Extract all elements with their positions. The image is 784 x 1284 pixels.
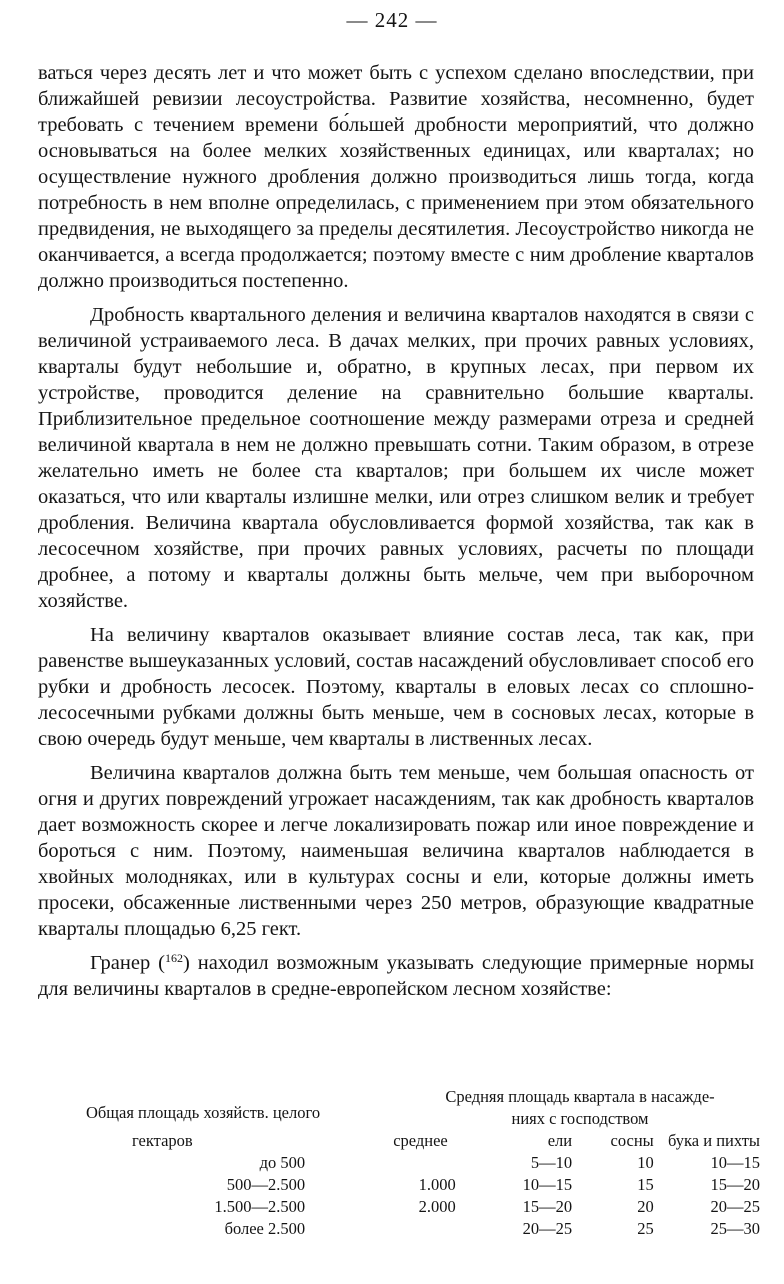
table-cell: 15—20 (522, 1197, 573, 1216)
table-row (60, 1196, 760, 1218)
table-cell: 10 (637, 1153, 654, 1172)
table-row (60, 1152, 760, 1174)
paragraph: Величина кварталов должна быть тем меньше, чем большая опасность от огня и других повреждений угрожает насаждениям, так как дробность кварталов дает возможность скорее и легче локализировать пожар или иное повреждение и бороться с ним. Поэтому, наименьшая величина кварталов наблюдается в хвойных молодняках, или в культурах сосны и ели, которые должны иметь просеки, обсаженные лиственными через 250 метров, образующие квадратные кварталы площадью 6,25 гект. (38, 762, 754, 940)
table-cell: 15—20 (710, 1175, 760, 1194)
table-cell: 10—15 (710, 1153, 760, 1172)
table-header-line: ниях с господством (511, 1109, 649, 1128)
table-cell: 25—30 (710, 1219, 760, 1238)
paragraph: Дробность квартального деления и величина кварталов находятся в связи с величиной устраиваемого леса. В дачах мелких, при прочих равных условиях, кварталы будут небольшие и, обратно, в крупных лесах, при первом их устройстве, проводится деление на сравнительно большие кварталы. Приблизительное предельное соотношение между размерами отреза и средней величиной квартала в нем не должно превышать сотни. Таким образом, в отрезе желательно иметь не более ста кварталов; при большем их числе может оказаться, что или кварталы излишне мелки, или отрез слишком велик и требует дробления. Величина квартала обусловливается формой хозяйства, так как в лесосечном хозяйстве, при прочих равных условиях, расчеты по площади дробнее, а потому и кварталы должны быть мельче, чем при выборочном хозяйстве. (38, 304, 754, 612)
table-cell: 1.500—2.500 (214, 1197, 306, 1216)
column-header-average: среднее (393, 1131, 448, 1150)
paragraph-text: Гранер ( (90, 952, 166, 974)
table-cell: 5—10 (530, 1153, 573, 1172)
body-text (38, 60, 754, 1010)
paragraph-text: ) находил возможным указывать следующие примерные нормы для величины кварталов в средне-европейском лесном хозяйстве: (38, 952, 754, 1000)
table-cell: 15 (637, 1175, 654, 1194)
table-header-total-area: Общая площадь хозяйств. целого (86, 1103, 321, 1122)
table-cell: 1.000 (418, 1175, 456, 1194)
table-cell: 25 (637, 1219, 654, 1238)
table-header-average-area (420, 1086, 740, 1130)
table-cell (305, 1152, 456, 1174)
column-header-pine: сосны (610, 1131, 654, 1150)
table-row (60, 1174, 760, 1196)
table-cell: 20—25 (710, 1197, 760, 1216)
page-number: — 242 — (346, 8, 438, 32)
table-cell: 20—25 (522, 1219, 573, 1238)
paragraph: На величину кварталов оказывает влияние состав леса, так как, при равенстве вышеуказанных условий, состав насаждений обусловливает способ его рубки и дробность лесосек. Поэтому, кварталы в еловых лесах со сплошно-лесосечными рубками должны быть меньше, чем в сосновых лесах, которые в свою очередь будут меньше, чем кварталы в лиственных лесах. (38, 624, 754, 750)
table-cell: 20 (637, 1197, 654, 1216)
table-cell: 500—2.500 (226, 1175, 306, 1194)
footnote-reference: 162 (165, 951, 184, 965)
table-row (60, 1218, 760, 1240)
column-header-spruce: ели (547, 1131, 573, 1150)
paragraph: ваться через десять лет и что может быть с успехом сделано впоследствии, при ближайшей ревизии лесоустройства. Развитие хозяйства, несомненно, будет требовать с течением времени бо́льшей дробности мероприятий, что должно основываться на более мелких хозяйственных единицах, или кварталах; но осуществление нужного дробления должно производиться лишь тогда, когда потребность в нем вполне определилась, с применением при этом обязательного предвидения, не выходящего за пределы десятилетия. Лесоустройство никогда не оканчивается, а всегда продолжается; поэтому вместе с ним дробление кварталов должно производиться постепенно. (38, 62, 754, 292)
table-cell: более 2.500 (224, 1219, 306, 1238)
column-header-hectares: гектаров (132, 1131, 193, 1150)
table-cell: 2.000 (418, 1197, 456, 1216)
column-header-beech-fir: бука и пихты (668, 1131, 760, 1150)
table-cell (305, 1218, 456, 1240)
table-header-line: Средняя площадь квартала в насажде- (445, 1087, 715, 1106)
table-cell: 10—15 (522, 1175, 573, 1194)
paragraph-graner (38, 950, 754, 1002)
table-body (60, 1130, 760, 1240)
table-cell: до 500 (259, 1153, 306, 1172)
table-column-headers (60, 1130, 760, 1152)
